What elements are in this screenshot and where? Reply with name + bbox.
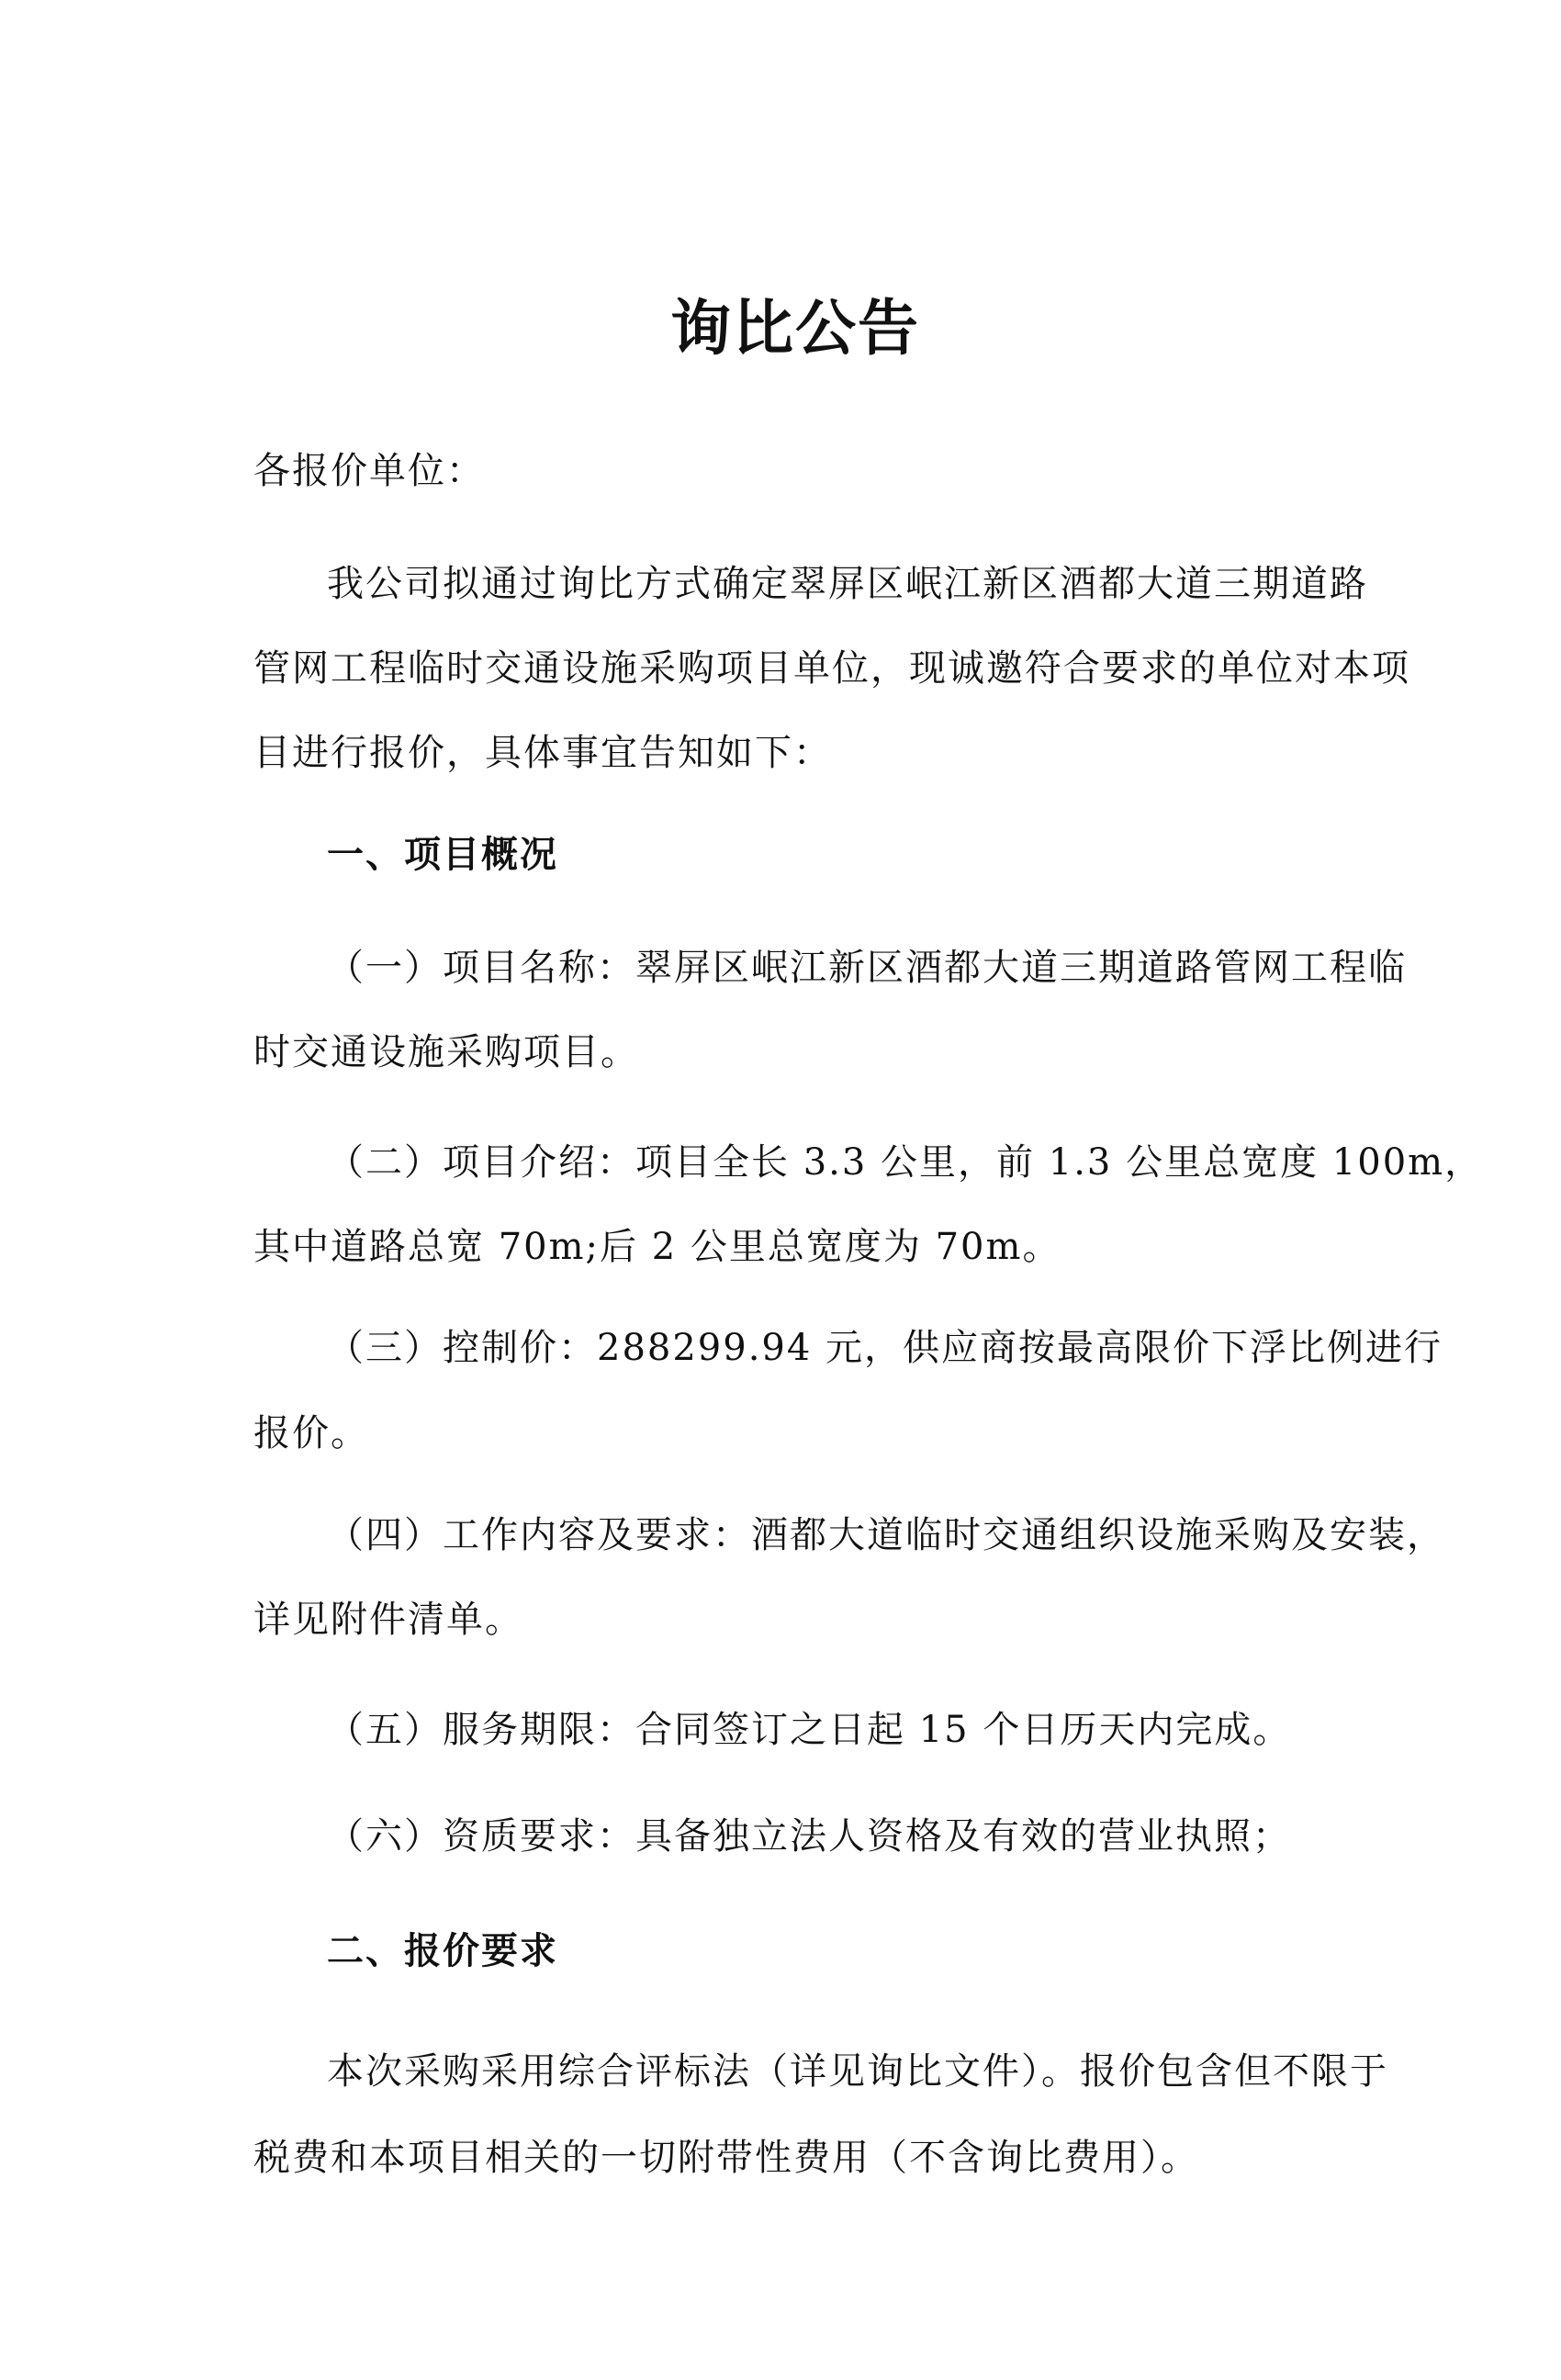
item-service-period: （五）服务期限：合同签订之日起 15 个日历天内完成。 bbox=[327, 1709, 1292, 1751]
section-heading-quotation: 二、报价要求 bbox=[327, 1930, 558, 1972]
section-heading-overview: 一、项目概况 bbox=[327, 834, 558, 876]
intro-line-1: 我公司拟通过询比方式确定翠屏区岷江新区酒都大道三期道路 bbox=[327, 563, 1368, 605]
item-work-content-line-2: 详见附件清单。 bbox=[253, 1599, 523, 1641]
salutation: 各报价单位： bbox=[253, 450, 485, 492]
quotation-para-line-2: 税费和本项目相关的一切附带性费用（不含询比费用）。 bbox=[253, 2137, 1199, 2179]
quotation-para-line-1: 本次采购采用综合评标法（详见询比文件）。报价包含但不限于 bbox=[327, 2050, 1388, 2093]
item-qualification: （六）资质要求：具备独立法人资格及有效的营业执照； bbox=[327, 1815, 1291, 1858]
page-title: 询比公告 bbox=[670, 293, 920, 364]
item-work-content-line-1: （四）工作内容及要求：酒都大道临时交通组织设施采购及安装， bbox=[327, 1514, 1445, 1556]
item-project-intro-line-2: 其中道路总宽 70m;后 2 公里总宽度为 70m。 bbox=[253, 1226, 1061, 1268]
item-project-name-line-2: 时交通设施采购项目。 bbox=[253, 1031, 639, 1073]
intro-line-2: 管网工程临时交通设施采购项目单位，现诚邀符合要求的单位对本项 bbox=[253, 647, 1410, 690]
item-control-price-line-2: 报价。 bbox=[253, 1412, 369, 1454]
item-control-price-line-1: （三）控制价：288299.94 元，供应商按最高限价下浮比例进行 bbox=[327, 1327, 1443, 1369]
item-project-intro-line-1: （二）项目介绍：项目全长 3.3 公里，前 1.3 公里总宽度 100m， bbox=[327, 1141, 1484, 1184]
item-project-name-line-1: （一）项目名称：翠屏区岷江新区酒都大道三期道路管网工程临 bbox=[327, 947, 1407, 989]
intro-line-3: 目进行报价，具体事宜告知如下： bbox=[253, 732, 832, 774]
